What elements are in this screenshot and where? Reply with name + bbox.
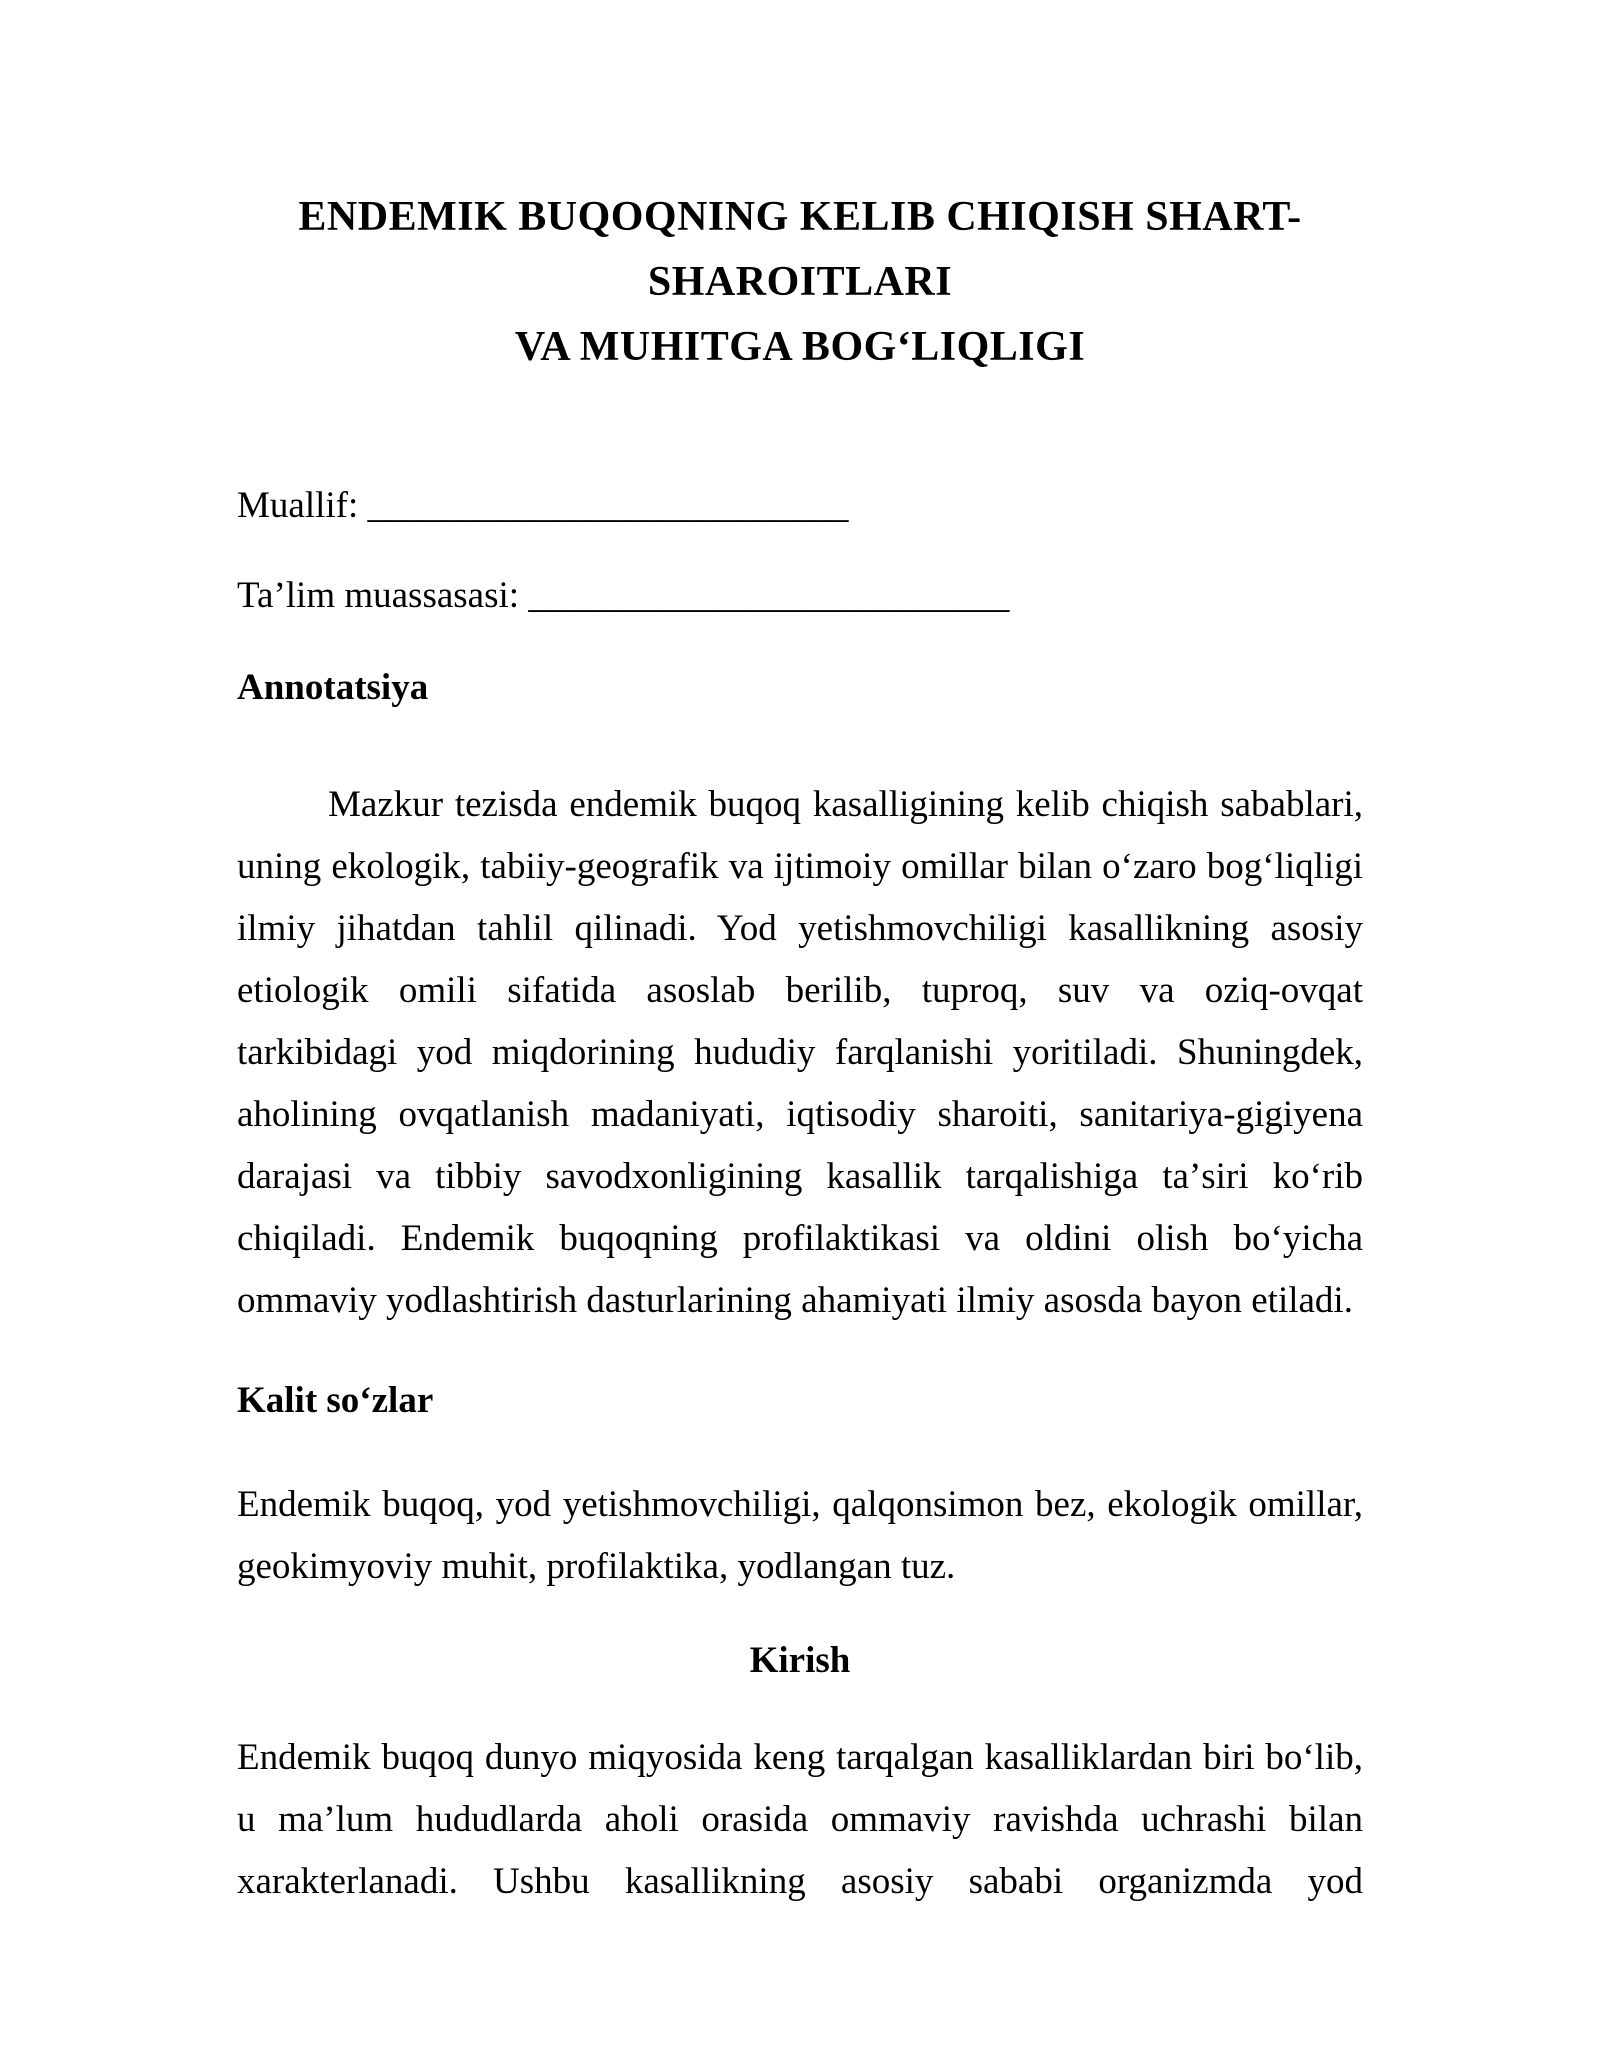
intro-paragraph: Endemik buqoq dunyo miqyosida keng tarqalgan kasalliklardan biri boʻlib, u maʼlum hududlarda aholi orasida ommaviy ravishda uchrashi bilan xarakterlanadi. Ushbu kasallikning asosiy sababi organizmda yod [237,1737,1363,1902]
keywords-paragraph: Endemik buqoq, yod yetishmovchiligi, qalqonsimon bez, ekologik omillar, geokimyoviy muhit, profilaktika, yodlangan tuz. [237,1484,1363,1587]
document-title [237,185,1363,380]
author-blank-field: __________________________ [367,485,849,526]
author-line [237,475,1363,537]
title-line-2: VA MUHITGA BOGʻLIQLIGI [514,324,1086,370]
keywords-heading: Kalit soʻzlar [237,1380,434,1421]
intro-heading: Kirish [749,1640,851,1681]
annotation-heading: Annotatsiya [237,667,429,708]
annotation-paragraph: Mazkur tezisda endemik buqoq kasalligining kelib chiqish sabablari, uning ekologik, tabiiy-geografik va ijtimoiy omillar bilan oʻzaro bogʻliqligi ilmiy jihatdan tahlil qilinadi. Yod yetishmovchiligi kasallikning asosiy etiologik omili sifatida asoslab berilib, tuproq, suv va oziq-ovqat tarkibidagi yod miqdorining hududiy farqlanishi yoritiladi. Shuningdek, aholining ovqatlanish madaniyati, iqtisodiy sharoiti, sanitariya-gigiyena darajasi va tibbiy savodxonligining kasallik tarqalishiga taʼsiri koʻrib chiqiladi. Endemik buqoqning profilaktikasi va oldini olish boʻyicha ommaviy yodlashtirish dasturlarining ahamiyati ilmiy asosda bayon etiladi. [237,784,1363,1321]
title-line-1: ENDEMIK BUQOQNING KELIB CHIQISH SHART-SHAROITLARI [298,194,1302,305]
institution-label: Taʼlim muassasasi: [237,575,529,616]
institution-blank-field: __________________________ [528,575,1010,616]
institution-line [237,565,1363,627]
author-label: Muallif: [237,485,368,526]
